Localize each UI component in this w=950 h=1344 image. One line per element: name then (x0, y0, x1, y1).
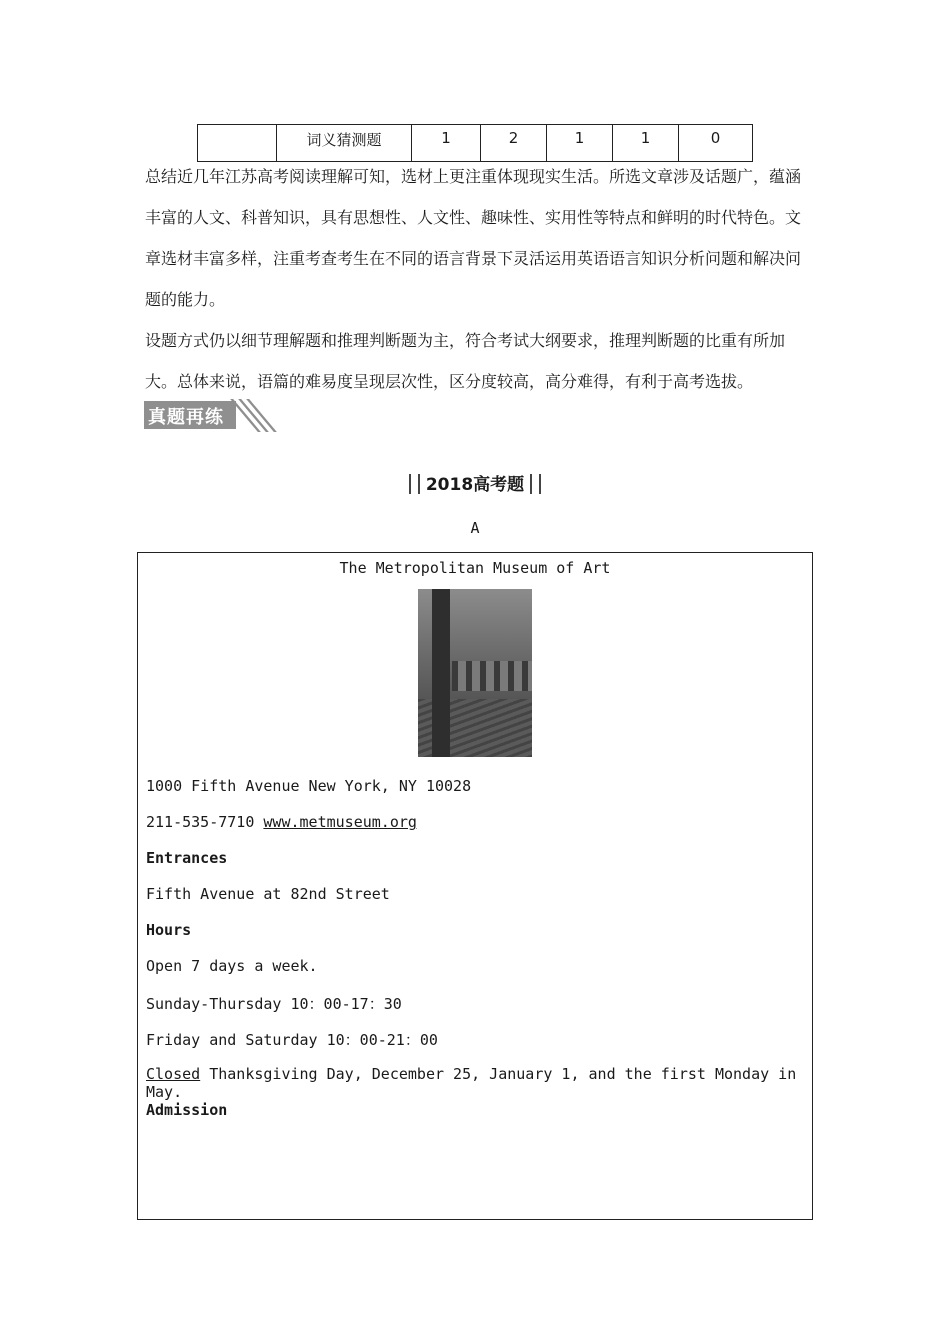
double-bar-icon (530, 474, 541, 494)
question-type-paragraph: 设题方式仍以细节理解题和推理判断题为主，符合考试大纲要求，推理判断题的比重有所加大。总体来说，语篇的难易度呈现层次性，区分度较高，高分难得，有利于高考选拔。 (145, 331, 786, 391)
summary-paragraph: 总结近几年江苏高考阅读理解可知，选材上更注重体现现实生活。所选文章涉及话题广，蕴涵丰富的人文、科普知识，具有思想性、人文性、趣味性、实用性等特点和鲜明的时代特色。文章选材丰富多样，注重考查考生在不同的语言背景下灵活运用英语语言知识分析问题和解决问题的能力。 (145, 167, 802, 309)
table-cell: 1 (547, 125, 613, 162)
contact-line (146, 813, 417, 831)
passage-label: A (470, 519, 480, 537)
section-banner (144, 401, 268, 429)
heading-text: 2018高考题 (425, 475, 525, 495)
address-line: 1000 Fifth Avenue New York, NY 10028 (146, 777, 472, 795)
entrances-heading: Entrances (146, 849, 228, 867)
table-cell: 1 (412, 125, 481, 162)
exam-year-heading (0, 470, 950, 495)
hours-fri-sat: Friday and Saturday 10：00-21：00 (146, 1031, 438, 1049)
double-bar-icon (409, 474, 420, 494)
table-cell: 1 (613, 125, 679, 162)
hours-open: Open 7 days a week. (146, 957, 318, 975)
closed-text: Thanksgiving Day, December 25, January 1, and the first Monday in May. (146, 1065, 797, 1101)
closed-label: Closed (146, 1065, 201, 1083)
museum-notice (137, 552, 813, 1220)
hours-sun-thu: Sunday-Thursday 10：00-17：30 (146, 995, 402, 1013)
entrances-text: Fifth Avenue at 82nd Street (146, 885, 390, 903)
closed-line (146, 1065, 812, 1101)
photo-pillar (432, 589, 450, 757)
admission-heading: Admission (146, 1101, 228, 1119)
hours-heading: Hours (146, 921, 192, 939)
banner-label: 真题再练 (148, 407, 224, 428)
table-cell: 词义猜测题 (277, 125, 412, 162)
phone-number: 211-535-7710 (146, 813, 255, 831)
museum-photo (418, 589, 532, 757)
table-cell: 2 (481, 125, 547, 162)
museum-title: The Metropolitan Museum of Art (339, 559, 611, 577)
table-cell: 0 (679, 125, 753, 162)
website-link[interactable]: www.metmuseum.org (263, 813, 417, 831)
photo-arcade (452, 661, 532, 691)
